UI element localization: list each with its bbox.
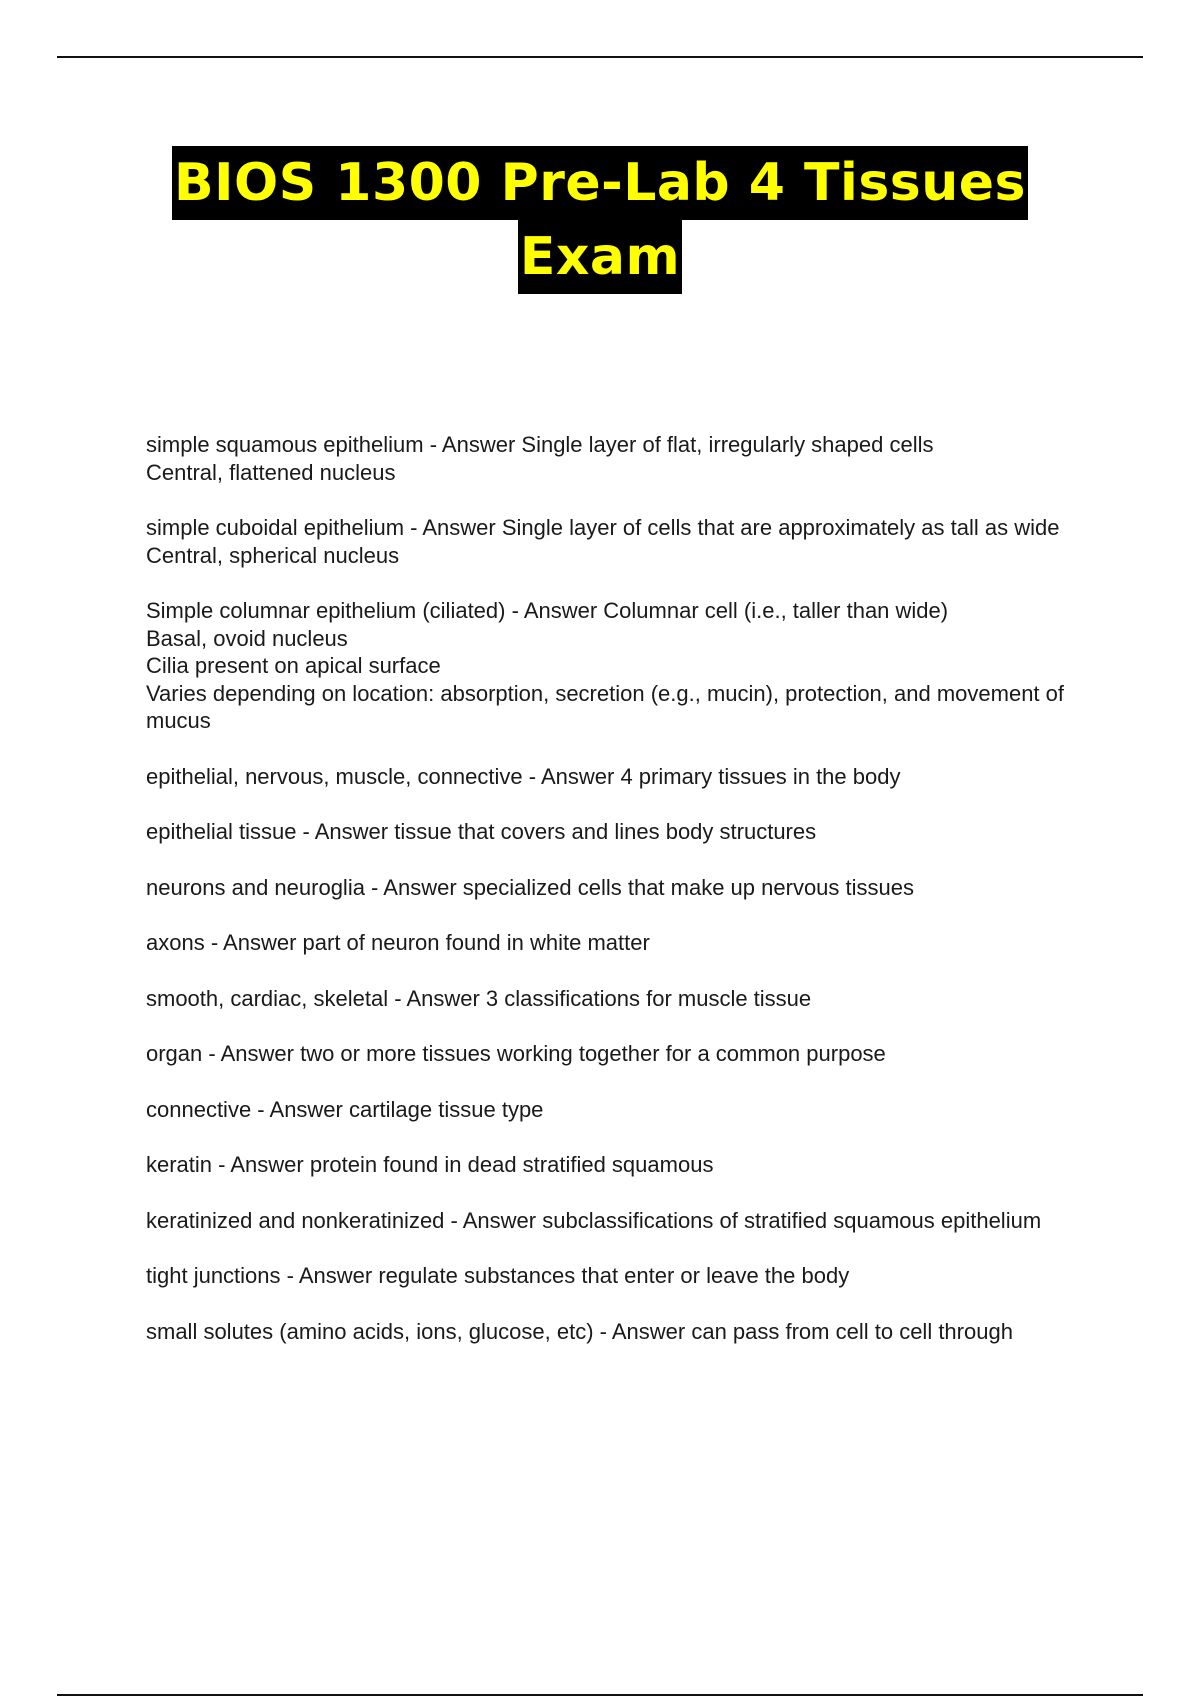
qa-term: simple squamous epithelium - Answer: [146, 432, 522, 457]
qa-answer-line: two or more tissues working together for a common purpose: [300, 1041, 886, 1066]
qa-item: [146, 1262, 1076, 1290]
bottom-rule: [57, 1694, 1143, 1696]
qa-term: tight junctions - Answer: [146, 1263, 379, 1288]
qa-item: [146, 1151, 1076, 1179]
qa-term: keratin - Answer: [146, 1152, 310, 1177]
qa-term: Simple columnar epithelium (ciliated) - Answer: [146, 598, 604, 623]
qa-term: simple cuboidal epithelium - Answer: [146, 515, 502, 540]
qa-item: [146, 431, 1076, 486]
qa-answer-line: Single layer of flat, irregularly shaped cells: [521, 432, 934, 457]
qa-answer-line: Single layer of cells that are approximately as tall as wide: [501, 515, 1060, 540]
qa-item: [146, 597, 1076, 735]
qa-term: small solutes (amino acids, ions, glucose, etc) - Answer: [146, 1318, 692, 1344]
qa-answer-line: 4 primary tissues in the body: [620, 763, 901, 789]
qa-term: smooth, cardiac, skeletal - Answer: [146, 985, 486, 1011]
title-line-2: Exam: [518, 220, 682, 294]
qa-answer-line: Columnar cell (i.e., taller than wide): [603, 598, 949, 623]
qa-item: [146, 929, 1076, 957]
top-rule: [57, 56, 1143, 58]
qa-item: [146, 1318, 1076, 1346]
qa-answer-line: Cilia present on apical surface: [146, 653, 441, 678]
qa-term: epithelial tissue - Answer: [146, 819, 395, 844]
qa-term: axons - Answer: [146, 930, 303, 955]
qa-item: [146, 514, 1076, 569]
qa-answer-line: specialized cells that make up nervous tissues: [462, 874, 914, 900]
title-line-1: BIOS 1300 Pre-Lab 4 Tissues: [172, 146, 1028, 220]
qa-term: epithelial, nervous, muscle, connective - Answer: [146, 763, 621, 789]
qa-answer-line: Varies depending on location: absorption, secretion (e.g., mucin), protection, and movement of mucus: [146, 680, 1065, 733]
document-title: [0, 146, 1200, 294]
qa-answer-line: part of neuron found in white matter: [302, 930, 650, 955]
qa-answer-line: subclassifications of stratified squamous epithelium: [542, 1207, 1042, 1233]
qa-term: keratinized and nonkeratinized - Answer: [146, 1207, 543, 1233]
qa-term: neurons and neuroglia - Answer: [146, 874, 463, 900]
qa-term: organ - Answer: [146, 1041, 301, 1066]
qa-item: [146, 1207, 1076, 1235]
qa-answer-line: tissue that covers and lines body structures: [394, 819, 817, 844]
qa-answer-line: Central, flattened nucleus: [146, 459, 396, 485]
qa-answer-line: Basal, ovoid nucleus: [146, 625, 348, 651]
qa-answer-line: 3 classifications for muscle tissue: [485, 985, 812, 1011]
qa-answer-line: cartilage tissue type: [348, 1096, 544, 1122]
qa-item: [146, 1040, 1076, 1068]
qa-item: [146, 763, 1076, 791]
qa-item: [146, 818, 1076, 846]
qa-item: [146, 985, 1076, 1013]
qa-answer-line: Central, spherical nucleus: [146, 542, 400, 568]
qa-answer-line: protein found in dead stratified squamous: [309, 1152, 714, 1177]
qa-item: [146, 874, 1076, 902]
qa-list: [146, 431, 1076, 1373]
qa-answer-line: regulate substances that enter or leave the body: [378, 1263, 850, 1288]
qa-term: connective - Answer: [146, 1096, 349, 1122]
qa-answer-line: can pass from cell to cell through: [691, 1318, 1013, 1344]
qa-item: [146, 1096, 1076, 1124]
